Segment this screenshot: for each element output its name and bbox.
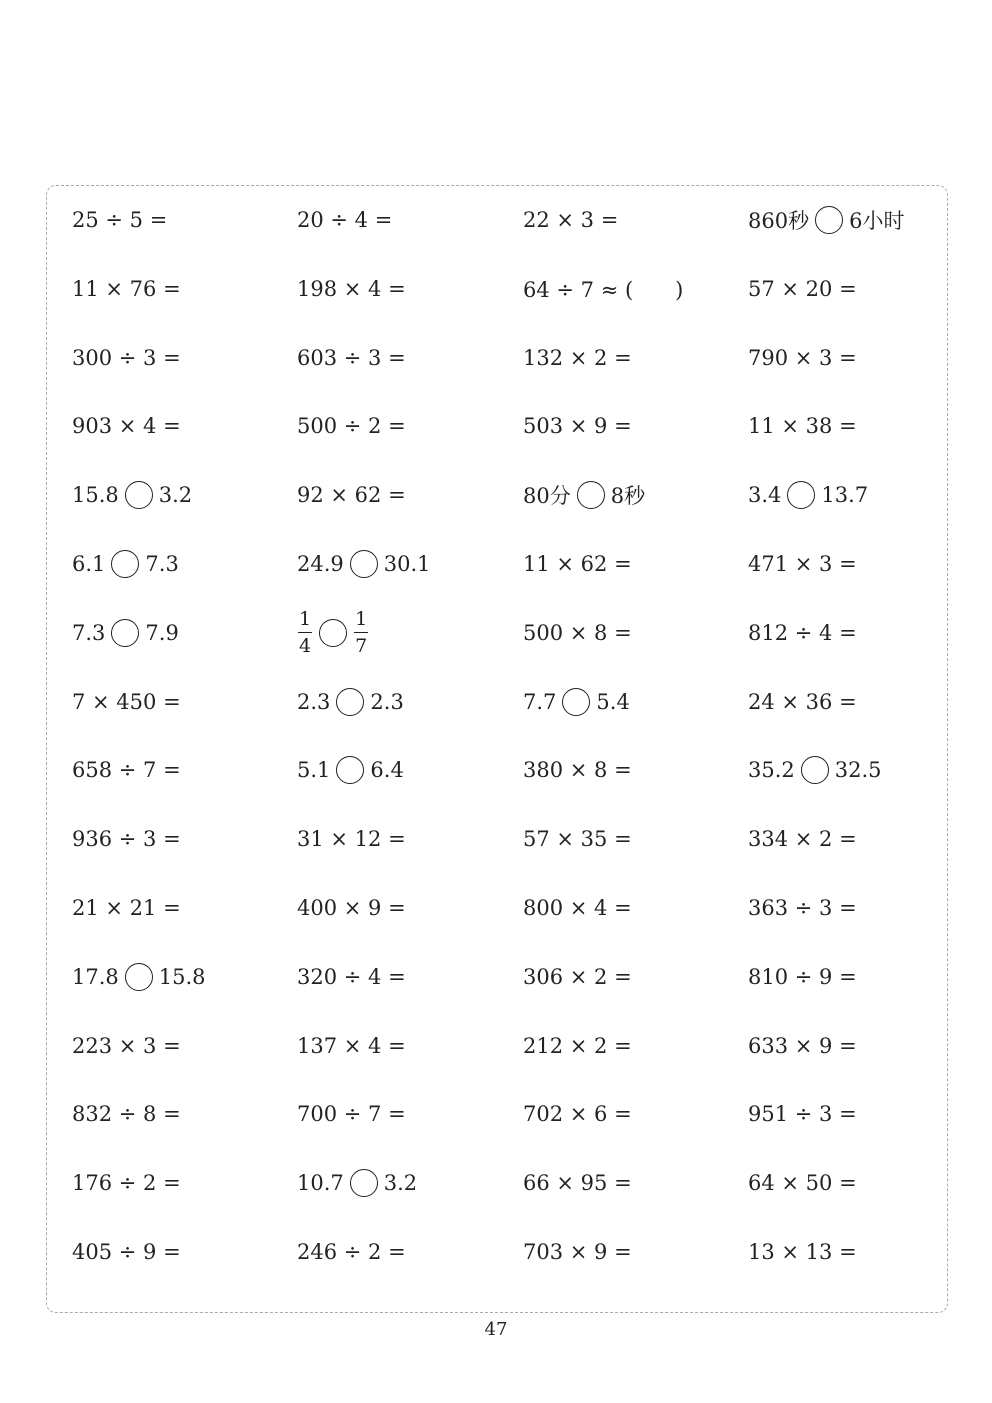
problem-text: 363 ÷ 3 = <box>748 896 857 920</box>
problem-text: 633 × 9 = <box>748 1033 857 1058</box>
problem-text: 500 × 8 = <box>523 620 632 645</box>
problem-cell <box>523 1163 632 1203</box>
problem-text: 790 × 3 = <box>748 345 857 370</box>
compare-left: 35.2 <box>748 758 795 783</box>
problem-cell <box>748 682 857 722</box>
compare-left: 3.4 <box>748 483 782 508</box>
problem-cell <box>523 200 618 240</box>
problem-text: 903 × 4 = <box>72 414 181 439</box>
problem-row <box>72 544 952 584</box>
problem-text: 812 ÷ 4 = <box>748 620 857 645</box>
problem-row <box>72 475 952 515</box>
compare-circle[interactable] <box>350 550 378 578</box>
problem-text: 800 × 4 = <box>523 896 632 920</box>
compare-circle[interactable] <box>350 1169 378 1197</box>
compare-right: 7.3 <box>145 552 179 576</box>
problem-cell <box>297 1163 417 1203</box>
compare-circle[interactable] <box>336 688 364 716</box>
compare-left: 80分 <box>523 484 571 509</box>
fraction-denominator: 4 <box>299 634 312 657</box>
problem-cell <box>72 475 192 515</box>
problem-cell <box>72 613 179 653</box>
compare-right: 2.3 <box>370 689 404 714</box>
compare-right: 30.1 <box>383 552 431 576</box>
problem-cell <box>72 1094 181 1134</box>
problem-cell <box>748 269 857 309</box>
problem-text: 57 × 35 = <box>523 827 632 852</box>
problem-text: 137 × 4 = <box>297 1033 406 1058</box>
compare-left: 7.7 <box>523 689 557 714</box>
fraction <box>353 607 369 657</box>
compare-circle[interactable] <box>111 550 139 578</box>
problem-cell <box>72 819 181 859</box>
problem-cell <box>523 338 632 378</box>
problem-text: 500 ÷ 2 = <box>297 414 406 439</box>
problem-cell <box>748 1163 857 1203</box>
problem-text: 320 ÷ 4 = <box>297 964 406 989</box>
problem-text: 246 ÷ 2 = <box>297 1240 406 1264</box>
problem-text: 832 ÷ 8 = <box>72 1102 181 1127</box>
compare-left: 860秒 <box>748 209 810 233</box>
compare-right: 3.2 <box>158 483 193 508</box>
problem-text: 21 × 21 = <box>72 896 181 920</box>
problem-text: 603 ÷ 3 = <box>297 345 406 370</box>
problem-row <box>72 200 952 240</box>
problem-text: 702 × 6 = <box>523 1102 632 1127</box>
compare-circle[interactable] <box>125 481 153 509</box>
problem-cell <box>297 750 404 790</box>
problem-cell <box>523 475 645 515</box>
problem-row <box>72 957 952 997</box>
problem-cell <box>297 601 369 665</box>
problem-cell <box>297 1094 406 1134</box>
compare-circle[interactable] <box>815 206 843 234</box>
problem-text: 306 × 2 = <box>523 964 632 989</box>
compare-right: 6小时 <box>849 209 905 233</box>
problem-cell <box>523 406 632 446</box>
problem-row <box>72 1094 952 1134</box>
compare-right: 32.5 <box>834 758 882 783</box>
compare-left: 7.3 <box>72 620 106 645</box>
problem-cell <box>748 613 857 653</box>
problem-text: 31 × 12 = <box>297 827 406 852</box>
problem-text: 11 × 62 = <box>523 552 632 576</box>
problem-row <box>72 338 952 378</box>
problem-text: 334 × 2 = <box>748 827 857 852</box>
compare-circle[interactable] <box>562 688 590 716</box>
problem-text: 20 ÷ 4 = <box>297 208 393 232</box>
problem-text: 223 × 3 = <box>72 1033 181 1058</box>
compare-circle[interactable] <box>125 963 153 991</box>
problem-text: 503 × 9 = <box>523 414 632 439</box>
problem-text: 212 × 2 = <box>523 1033 632 1058</box>
problem-cell <box>297 475 406 515</box>
problem-text: 300 ÷ 3 = <box>72 345 181 370</box>
problem-cell <box>523 682 630 722</box>
compare-left: 15.8 <box>72 483 119 508</box>
compare-circle[interactable] <box>577 481 605 509</box>
problem-row <box>72 750 952 790</box>
compare-right: 3.2 <box>383 1171 418 1196</box>
problem-text: 132 × 2 = <box>523 345 632 370</box>
problem-text: 198 × 4 = <box>297 276 406 301</box>
problem-cell <box>748 544 857 584</box>
page-number: 47 <box>484 1319 508 1340</box>
problem-text: 658 ÷ 7 = <box>72 758 181 783</box>
problem-cell <box>297 269 406 309</box>
compare-right: 6.4 <box>370 758 404 783</box>
problem-text: 176 ÷ 2 = <box>72 1171 181 1196</box>
problem-grid <box>72 186 952 1314</box>
problem-cell <box>748 750 882 790</box>
problem-row <box>72 607 952 657</box>
problem-cell <box>72 1026 181 1066</box>
problem-text: 57 × 20 = <box>748 276 857 301</box>
problem-cell <box>297 338 406 378</box>
problem-cell <box>523 750 632 790</box>
problem-cell <box>72 1163 181 1203</box>
compare-circle[interactable] <box>801 756 829 784</box>
compare-circle[interactable] <box>111 619 139 647</box>
problem-row <box>72 1163 952 1203</box>
problem-text: 380 × 8 = <box>523 758 632 783</box>
problem-cell <box>523 1094 632 1134</box>
fraction-numerator: 1 <box>355 607 368 630</box>
problem-cell <box>297 1026 406 1066</box>
problem-cell <box>72 750 181 790</box>
problem-cell <box>523 957 632 997</box>
problem-text: 700 ÷ 7 = <box>297 1102 406 1127</box>
problem-text: 400 × 9 = <box>297 896 406 920</box>
compare-right: 13.7 <box>821 483 869 508</box>
compare-circle[interactable] <box>319 619 347 647</box>
compare-right: 7.9 <box>145 620 179 645</box>
problem-cell <box>748 200 904 240</box>
problem-cell <box>297 819 406 859</box>
problem-cell <box>523 819 632 859</box>
problem-row <box>72 1232 952 1272</box>
problem-text: 810 ÷ 9 = <box>748 964 857 989</box>
problem-cell <box>748 338 857 378</box>
fraction <box>297 607 313 657</box>
problem-cell <box>297 957 406 997</box>
problem-text: 64 × 50 = <box>748 1171 857 1196</box>
fraction-numerator: 1 <box>299 607 312 630</box>
problem-text: 703 × 9 = <box>523 1240 632 1264</box>
problem-text: 22 × 3 = <box>523 208 619 232</box>
problem-cell <box>72 1232 181 1272</box>
compare-left: 5.1 <box>297 758 331 783</box>
problem-cell <box>72 682 181 722</box>
problem-row <box>72 819 952 859</box>
problem-cell <box>523 1026 632 1066</box>
compare-left: 17.8 <box>72 964 119 989</box>
problem-cell <box>748 957 857 997</box>
problem-cell <box>523 269 683 309</box>
compare-left: 6.1 <box>72 552 106 576</box>
problem-cell <box>72 338 181 378</box>
problem-text: 7 × 450 = <box>72 689 181 714</box>
problem-row <box>72 406 952 446</box>
problem-cell <box>523 888 632 928</box>
problem-text: 405 ÷ 9 = <box>72 1240 181 1264</box>
problem-cell <box>297 888 406 928</box>
problem-cell <box>748 1232 857 1272</box>
problem-text: 936 ÷ 3 = <box>72 827 181 852</box>
compare-circle[interactable] <box>787 481 815 509</box>
problem-text: 24 × 36 = <box>748 689 857 714</box>
compare-left: 24.9 <box>297 552 344 576</box>
problem-cell <box>523 613 632 653</box>
problem-cell <box>523 1232 632 1272</box>
problem-cell <box>748 1026 857 1066</box>
problem-row <box>72 888 952 928</box>
compare-right: 15.8 <box>158 964 206 989</box>
problem-text: 92 × 62 = <box>297 483 406 508</box>
problem-cell <box>748 819 857 859</box>
problem-cell <box>297 406 406 446</box>
problem-row <box>72 682 952 722</box>
fraction-denominator: 7 <box>355 634 368 657</box>
problem-cell <box>72 957 206 997</box>
compare-left: 10.7 <box>297 1171 344 1196</box>
problem-cell <box>748 406 857 446</box>
compare-right: 8秒 <box>610 484 646 509</box>
problem-cell <box>297 544 431 584</box>
compare-right: 5.4 <box>596 689 630 714</box>
problem-text: 66 × 95 = <box>523 1171 632 1196</box>
problem-text: 25 ÷ 5 = <box>72 208 168 232</box>
problem-cell <box>523 544 632 584</box>
problem-cell <box>297 200 392 240</box>
problem-cell <box>72 544 179 584</box>
problem-text: 64 ÷ 7 ≈ ( ) <box>523 277 684 302</box>
problem-cell <box>297 1232 406 1272</box>
problem-cell <box>72 200 167 240</box>
problem-text: 11 × 38 = <box>748 414 857 439</box>
problem-cell <box>72 888 181 928</box>
problem-text: 11 × 76 = <box>72 276 181 301</box>
problem-cell <box>748 888 857 928</box>
problem-cell <box>72 269 181 309</box>
problem-cell <box>748 1094 857 1134</box>
problem-text: 471 × 3 = <box>748 552 857 576</box>
problem-text: 951 ÷ 3 = <box>748 1102 857 1127</box>
compare-left: 2.3 <box>297 689 331 714</box>
problem-row <box>72 269 952 309</box>
problem-row <box>72 1026 952 1066</box>
problem-cell <box>748 475 868 515</box>
problem-cell <box>72 406 181 446</box>
problem-cell <box>297 682 404 722</box>
problem-text: 13 × 13 = <box>748 1240 857 1264</box>
compare-circle[interactable] <box>336 756 364 784</box>
